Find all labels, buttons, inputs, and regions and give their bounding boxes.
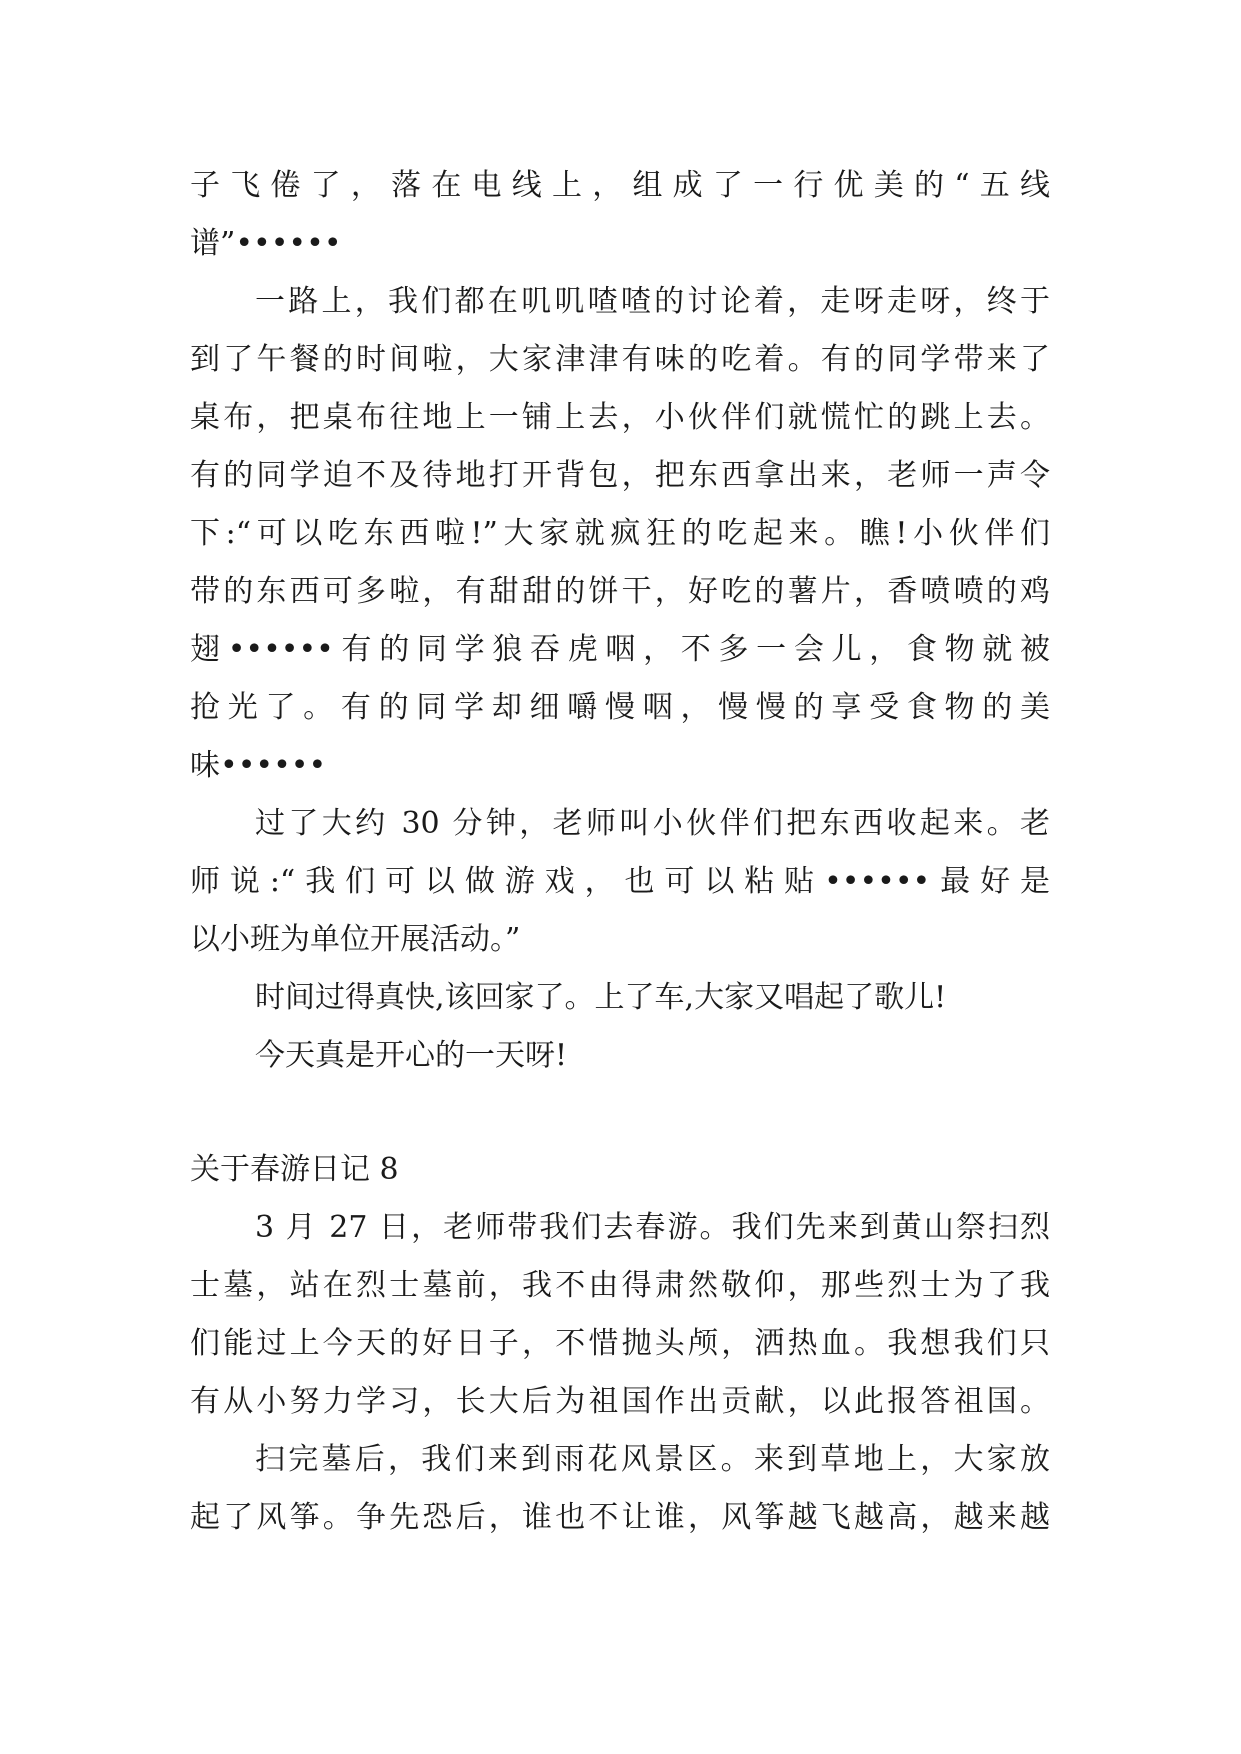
text-line: 子飞倦了，落在电线上，组成了一行优美的“五线 <box>190 168 1050 203</box>
text-line: 有的同学迫不及待地打开背包，把东西拿出来，老师一声令 <box>190 458 1050 493</box>
text-line: 有从小努力学习，长大后为祖国作出贡献，以此报答祖国。 <box>190 1384 1050 1419</box>
paragraph-first-line: 3 月 27 日，老师带我们去春游。我们先来到黄山祭扫烈 <box>255 1210 1050 1245</box>
text-line: 以小班为单位开展活动。” <box>190 922 521 957</box>
paragraph-first-line: 时间过得真快,该回家了。上了车,大家又唱起了歌儿! <box>255 980 947 1015</box>
text-line: 谱”•••••• <box>190 226 342 261</box>
paragraph-first-line: 扫完墓后，我们来到雨花风景区。来到草地上，大家放 <box>255 1442 1050 1477</box>
paragraph-first-line: 过了大约 30 分钟，老师叫小伙伴们把东西收起来。老 <box>255 806 1050 841</box>
text-line: 桌布，把桌布往地上一铺上去，小伙伴们就慌忙的跳上去。 <box>190 400 1050 435</box>
text-line: 们能过上今天的好日子，不惜抛头颅，洒热血。我想我们只 <box>190 1326 1050 1361</box>
text-line: 抢光了。有的同学却细嚼慢咽，慢慢的享受食物的美 <box>190 690 1050 725</box>
text-line: 带的东西可多啦，有甜甜的饼干，好吃的薯片，香喷喷的鸡 <box>190 574 1050 609</box>
paragraph-first-line: 一路上，我们都在叽叽喳喳的讨论着，走呀走呀，终于 <box>255 284 1050 319</box>
text-line: 起了风筝。争先恐后，谁也不让谁，风筝越飞越高，越来越 <box>190 1500 1050 1535</box>
section-title: 关于春游日记 8 <box>190 1152 399 1187</box>
text-line: 味•••••• <box>190 748 327 783</box>
text-line: 下:“可以吃东西啦!”大家就疯狂的吃起来。瞧!小伙伴们 <box>190 516 1050 551</box>
paragraph-first-line: 今天真是开心的一天呀! <box>255 1038 568 1073</box>
text-line: 翅••••••有的同学狼吞虎咽，不多一会儿，食物就被 <box>190 632 1050 667</box>
text-line: 师说:“我们可以做游戏，也可以粘贴••••••最好是 <box>190 864 1050 899</box>
text-line: 到了午餐的时间啦，大家津津有味的吃着。有的同学带来了 <box>190 342 1050 377</box>
text-line: 士墓，站在烈士墓前，我不由得肃然敬仰，那些烈士为了我 <box>190 1268 1050 1303</box>
